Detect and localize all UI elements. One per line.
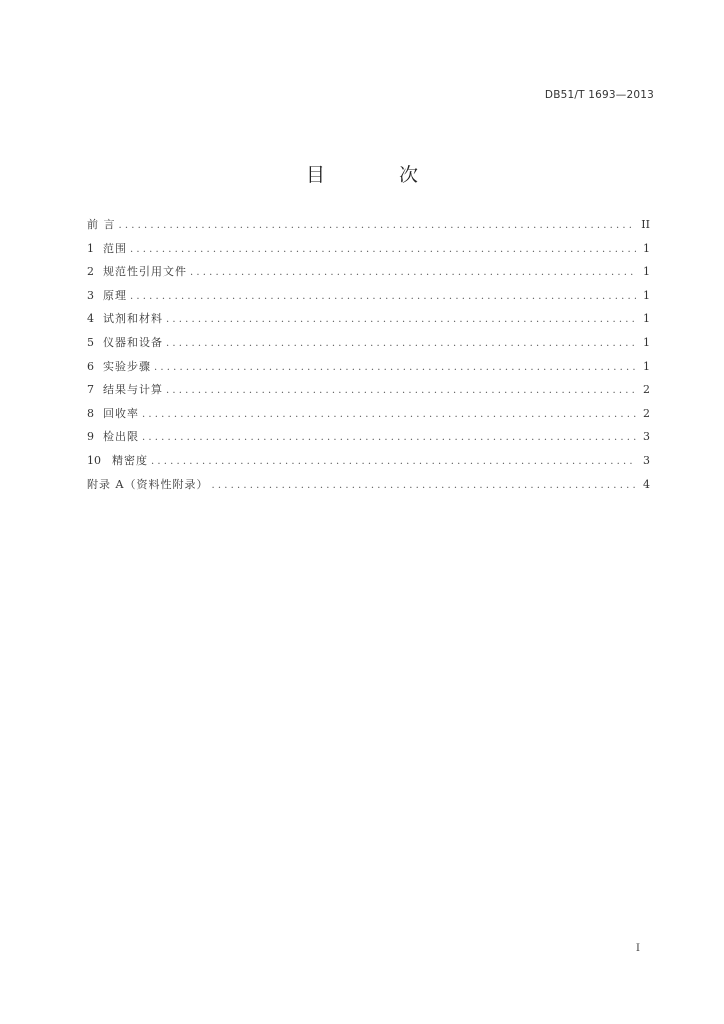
toc-entry-appendix-a[interactable]	[87, 476, 650, 500]
toc-dot-leader	[190, 267, 636, 278]
toc-entry-10[interactable]	[87, 452, 650, 476]
toc-entry-page: 1	[643, 312, 650, 326]
toc-entry-number: 6	[87, 359, 94, 373]
toc-entry-label: 前 言	[87, 218, 116, 231]
toc-dot-leader	[119, 220, 637, 231]
toc-dot-leader	[166, 338, 636, 349]
toc-dot-leader	[151, 456, 636, 467]
toc-entry-3[interactable]	[87, 287, 650, 311]
toc-dot-leader	[166, 314, 636, 325]
toc-entry-label: 检出限	[103, 430, 139, 444]
toc-entry-label: 实验步骤	[103, 359, 151, 373]
page-title: 目 次	[305, 164, 453, 186]
toc-entry-number: 10	[87, 453, 101, 467]
toc-entry-number: 5	[87, 335, 94, 349]
toc-entry-9[interactable]	[87, 428, 650, 452]
toc-entry-6[interactable]	[87, 358, 650, 382]
toc-entry-page: 3	[643, 453, 650, 467]
toc-entry-page: 4	[643, 477, 650, 491]
toc-entry-number: 7	[87, 383, 94, 397]
toc-entry-label: 结果与计算	[103, 383, 163, 397]
toc-entry-page: II	[641, 218, 650, 231]
toc-entry-5[interactable]	[87, 334, 650, 358]
toc-dot-leader	[142, 409, 636, 420]
toc-entry-label: 试剂和材料	[103, 312, 163, 326]
table-of-contents	[87, 216, 650, 499]
toc-entry-page: 2	[643, 383, 650, 397]
toc-entry-4[interactable]	[87, 310, 650, 334]
toc-entry-number: 1	[87, 241, 94, 255]
toc-dot-leader	[154, 362, 636, 373]
toc-entry-label: 仪器和设备	[103, 335, 163, 349]
toc-entry-page: 2	[643, 406, 650, 420]
toc-entry-7[interactable]	[87, 381, 650, 405]
toc-entry-label: 原理	[103, 288, 127, 302]
toc-entry-number: 4	[87, 312, 94, 326]
toc-dot-leader	[166, 385, 636, 396]
toc-entry-8[interactable]	[87, 405, 650, 429]
toc-entry-number: 9	[87, 430, 94, 444]
toc-entry-page: 1	[643, 265, 650, 279]
toc-entry-label: 范围	[103, 241, 127, 255]
toc-entry-page: 1	[643, 288, 650, 302]
toc-entry-page: 1	[643, 335, 650, 349]
toc-entry-1[interactable]	[87, 240, 650, 264]
toc-entry-2[interactable]	[87, 263, 650, 287]
toc-dot-leader	[211, 480, 636, 491]
toc-entry-foreword[interactable]	[87, 216, 650, 240]
toc-entry-label: 规范性引用文件	[103, 265, 187, 279]
toc-dot-leader	[142, 432, 636, 443]
toc-entry-label: 附录 A（资料性附录）	[87, 477, 209, 491]
page-number: I	[635, 942, 640, 954]
toc-entry-number: 2	[87, 265, 94, 279]
toc-entry-page: 1	[643, 359, 650, 373]
toc-entry-number: 8	[87, 406, 94, 420]
toc-dot-leader	[130, 244, 636, 255]
toc-dot-leader	[130, 291, 636, 302]
toc-entry-label: 精密度	[112, 453, 148, 467]
standard-code: DB51/T 1693—2013	[544, 89, 654, 101]
toc-entry-page: 3	[643, 430, 650, 444]
toc-entry-label: 回收率	[103, 406, 139, 420]
toc-entry-number: 3	[87, 288, 94, 302]
toc-entry-page: 1	[643, 241, 650, 255]
